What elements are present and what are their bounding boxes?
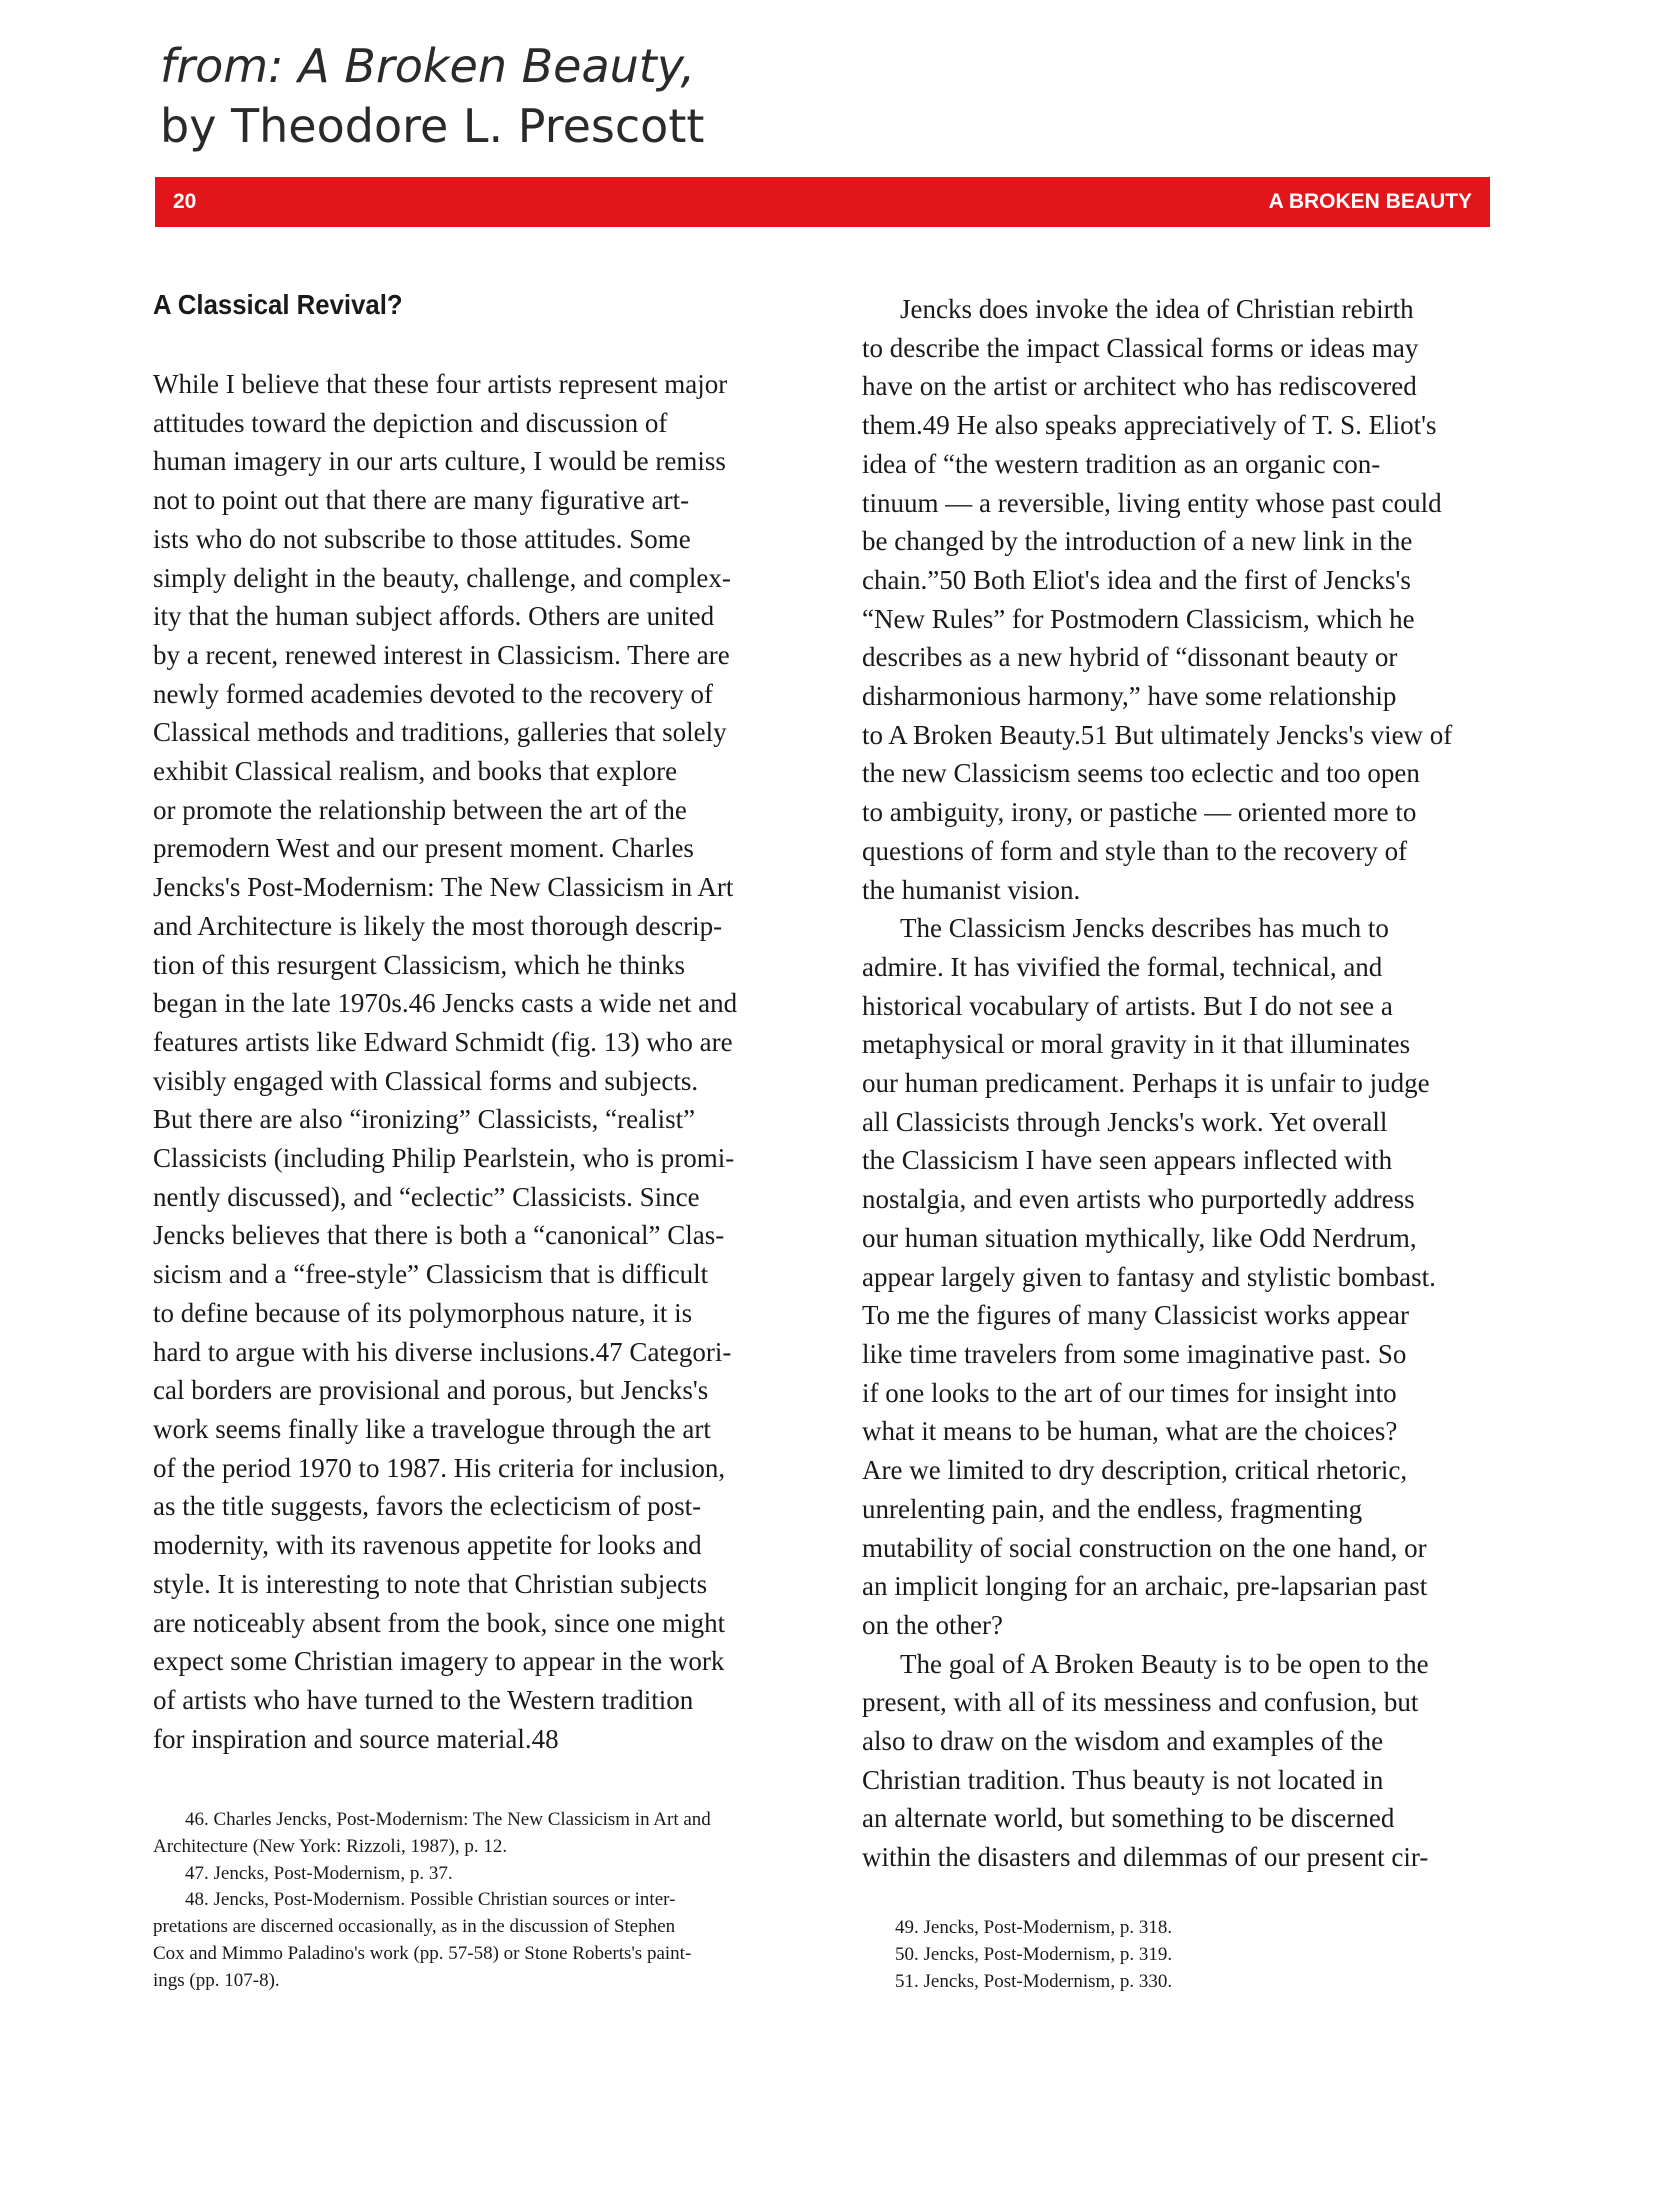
text-line: newly formed academies devoted to the recovery of bbox=[153, 678, 714, 709]
footnote-line: 47. Jencks, Post-Modernism, p. 37. bbox=[185, 1862, 453, 1884]
text-line: of the period 1970 to 1987. His criteria for inclusion, bbox=[153, 1452, 726, 1483]
text-line: for inspiration and source material.48 bbox=[153, 1723, 559, 1754]
text-line: idea of “the western tradition as an organic con- bbox=[862, 448, 1381, 479]
text-line: Are we limited to dry description, critical rhetoric, bbox=[862, 1455, 1408, 1486]
text-line: Jencks believes that there is both a “canonical” Clas- bbox=[153, 1220, 725, 1251]
text-line: Jencks's Post-Modernism: The New Classicism in Art bbox=[153, 872, 734, 903]
title-line-1: from: A Broken Beauty, bbox=[160, 39, 696, 93]
footnote-line: Architecture (New York: Rizzoli, 1987), p. 12. bbox=[153, 1835, 508, 1857]
title-line-2: by Theodore L. Prescott bbox=[160, 99, 705, 153]
text-line: work seems finally like a travelogue through the art bbox=[153, 1413, 711, 1444]
text-line: style. It is interesting to note that Christian subjects bbox=[153, 1568, 708, 1599]
text-line: them.49 He also speaks appreciatively of T. S. Eliot's bbox=[862, 410, 1437, 441]
footnote-line: pretations are discerned occasionally, as in the discussion of Stephen bbox=[153, 1916, 676, 1938]
text-line: unrelenting pain, and the endless, fragmenting bbox=[862, 1493, 1363, 1524]
text-line: modernity, with its ravenous appetite for looks and bbox=[153, 1530, 702, 1561]
text-line: tinuum — a reversible, living entity whose past could bbox=[862, 487, 1442, 518]
running-title: A BROKEN BEAUTY bbox=[1268, 190, 1472, 213]
footnotes-right bbox=[895, 1915, 1495, 1995]
text-line: hard to argue with his diverse inclusions.47 Categori- bbox=[153, 1336, 732, 1367]
text-line: “New Rules” for Postmodern Classicism, which he bbox=[862, 603, 1415, 634]
text-line: by a recent, renewed interest in Classicism. There are bbox=[153, 639, 730, 670]
text-line: Christian tradition. Thus beauty is not located in bbox=[862, 1764, 1384, 1795]
text-line: visibly engaged with Classical forms and subjects. bbox=[153, 1065, 699, 1096]
text-line: nently discussed), and “eclectic” Classicists. Since bbox=[153, 1181, 700, 1212]
text-line: nostalgia, and even artists who purportedly address bbox=[862, 1184, 1415, 1215]
text-line: our human predicament. Perhaps it is unfair to judge bbox=[862, 1068, 1430, 1099]
text-line: tion of this resurgent Classicism, which he thinks bbox=[153, 949, 685, 980]
text-line: as the title suggests, favors the eclecticism of post- bbox=[153, 1491, 702, 1522]
text-line: present, with all of its messiness and confusion, but bbox=[862, 1687, 1419, 1718]
text-line: mutability of social construction on the one hand, or bbox=[862, 1532, 1427, 1563]
running-header-bar bbox=[155, 177, 1490, 227]
text-line: expect some Christian imagery to appear in the work bbox=[153, 1646, 725, 1677]
text-line: human imagery in our arts culture, I would be remiss bbox=[153, 446, 726, 477]
footnote-line: 49. Jencks, Post-Modernism, p. 318. bbox=[895, 1917, 1173, 1938]
text-line: began in the late 1970s.46 Jencks casts a wide net and bbox=[153, 988, 738, 1019]
text-line: features artists like Edward Schmidt (fig. 13) who are bbox=[153, 1026, 733, 1057]
text-line: or promote the relationship between the art of the bbox=[153, 794, 687, 825]
right-column bbox=[862, 290, 1502, 1877]
text-line: appear largely given to fantasy and stylistic bombast. bbox=[862, 1261, 1436, 1292]
text-line: While I believe that these four artists represent major bbox=[153, 369, 728, 399]
footnote-line: 48. Jencks, Post-Modernism. Possible Christian sources or inter- bbox=[185, 1889, 676, 1911]
text-line: to define because of its polymorphous nature, it is bbox=[153, 1297, 693, 1328]
footnotes-left bbox=[153, 1807, 793, 1995]
text-line: not to point out that there are many figurative art- bbox=[153, 485, 690, 516]
text-line: like time travelers from some imaginative past. So bbox=[862, 1338, 1407, 1369]
text-line: have on the artist or architect who has rediscovered bbox=[862, 371, 1417, 402]
footnote-line: 46. Charles Jencks, Post-Modernism: The New Classicism in Art and bbox=[185, 1809, 711, 1830]
text-line: the Classicism I have seen appears inflected with bbox=[862, 1145, 1393, 1176]
text-line: The Classicism Jencks describes has much to bbox=[900, 913, 1389, 944]
text-line: chain.”50 Both Eliot's idea and the first of Jencks's bbox=[862, 564, 1411, 595]
text-line: to describe the impact Classical forms or ideas may bbox=[862, 332, 1419, 363]
text-line: disharmonious harmony,” have some relationship bbox=[862, 681, 1397, 712]
text-line: cal borders are provisional and porous, but Jencks's bbox=[153, 1375, 709, 1406]
page-number: 20 bbox=[173, 190, 197, 213]
text-line: an alternate world, but something to be discerned bbox=[862, 1803, 1395, 1834]
text-line: to A Broken Beauty.51 But ultimately Jencks's view of bbox=[862, 719, 1453, 750]
text-line: historical vocabulary of artists. But I do not see a bbox=[862, 990, 1393, 1021]
text-line: attitudes toward the depiction and discussion of bbox=[153, 407, 668, 438]
text-line: the humanist vision. bbox=[862, 874, 1081, 905]
footnote-line: 50. Jencks, Post-Modernism, p. 319. bbox=[895, 1943, 1173, 1965]
text-line: Jencks does invoke the idea of Christian rebirth bbox=[900, 294, 1414, 324]
text-line: exhibit Classical realism, and books that explore bbox=[153, 756, 678, 787]
text-line: But there are also “ironizing” Classicists, “realist” bbox=[153, 1104, 696, 1135]
text-line: ists who do not subscribe to those attitudes. Some bbox=[153, 523, 691, 554]
text-line: our human situation mythically, like Odd Nerdrum, bbox=[862, 1222, 1417, 1253]
text-line: describes as a new hybrid of “dissonant beauty or bbox=[862, 642, 1398, 673]
text-line: premodern West and our present moment. Charles bbox=[153, 833, 694, 864]
text-line: simply delight in the beauty, challenge, and complex- bbox=[153, 562, 731, 593]
text-line: also to draw on the wisdom and examples of the bbox=[862, 1726, 1384, 1757]
footnote-line: ings (pp. 107-8). bbox=[153, 1969, 280, 1991]
section-heading: A Classical Revival? bbox=[153, 289, 403, 320]
document-title bbox=[160, 36, 704, 156]
text-line: metaphysical or moral gravity in it that illuminates bbox=[862, 1029, 1411, 1060]
text-line: ity that the human subject affords. Others are united bbox=[153, 601, 715, 632]
text-line: The goal of A Broken Beauty is to be open to the bbox=[900, 1648, 1429, 1679]
text-line: of artists who have turned to the Western tradition bbox=[153, 1684, 694, 1715]
text-line: on the other? bbox=[862, 1609, 1003, 1640]
text-line: sicism and a “free-style” Classicism that is difficult bbox=[153, 1259, 709, 1290]
text-line: within the disasters and dilemmas of our present cir- bbox=[862, 1842, 1429, 1873]
text-line: To me the figures of many Classicist works appear bbox=[862, 1300, 1409, 1331]
text-line: an implicit longing for an archaic, pre-lapsarian past bbox=[862, 1571, 1428, 1602]
text-line: to ambiguity, irony, or pastiche — oriented more to bbox=[862, 797, 1417, 828]
text-line: what it means to be human, what are the choices? bbox=[862, 1416, 1398, 1447]
text-line: Classical methods and traditions, galleries that solely bbox=[153, 717, 727, 748]
text-line: if one looks to the art of our times for insight into bbox=[862, 1377, 1397, 1408]
text-line: the new Classicism seems too eclectic and too open bbox=[862, 758, 1420, 789]
left-column bbox=[153, 365, 793, 1758]
text-line: be changed by the introduction of a new link in the bbox=[862, 526, 1413, 557]
text-line: Classicists (including Philip Pearlstein, who is promi- bbox=[153, 1143, 735, 1174]
text-line: admire. It has vivified the formal, technical, and bbox=[862, 951, 1383, 982]
text-line: and Architecture is likely the most thorough descrip- bbox=[153, 910, 723, 941]
text-line: are noticeably absent from the book, since one might bbox=[153, 1607, 726, 1638]
footnote-line: Cox and Mimmo Paladino's work (pp. 57-58) or Stone Roberts's paint- bbox=[153, 1942, 692, 1964]
footnote-line: 51. Jencks, Post-Modernism, p. 330. bbox=[895, 1970, 1173, 1992]
text-line: questions of form and style than to the recovery of bbox=[862, 835, 1408, 866]
text-line: all Classicists through Jencks's work. Yet overall bbox=[862, 1106, 1388, 1137]
